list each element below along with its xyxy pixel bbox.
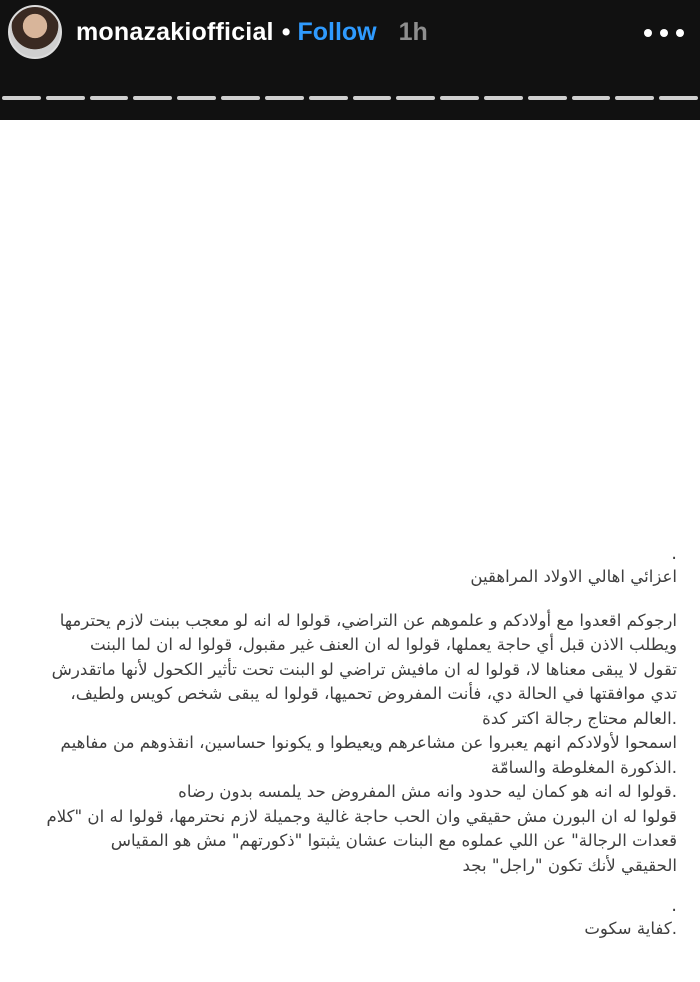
story-progress-segment (46, 96, 85, 100)
story-progress-segment (90, 96, 129, 100)
statement-text (22, 545, 677, 942)
story-progress-segment (615, 96, 654, 100)
story-content (0, 120, 700, 982)
more-dot-2 (660, 29, 668, 37)
paragraph-line: اسمحوا لأولادكم انهم يعبروا عن مشاعرهم ويعيطوا و يكونوا حساسين، انقذوهم من مفاهيم (60, 733, 677, 752)
more-dot-1 (644, 29, 652, 37)
story-progress-segment (353, 96, 392, 100)
more-horizontal-icon[interactable] (644, 29, 684, 37)
story-progress-segment (528, 96, 567, 100)
more-dot-3 (676, 29, 684, 37)
paragraph-line: الحقيقي لأنك تكون "راجل" بجد (462, 855, 677, 875)
story-progress-segment (396, 96, 435, 100)
story-progress-segment (309, 96, 348, 100)
follow-button[interactable]: Follow (297, 17, 377, 46)
story-progress-segment (221, 96, 260, 100)
separator-dot: • (281, 17, 291, 46)
bottom-mark: . (671, 895, 677, 916)
profile-avatar[interactable] (8, 5, 62, 59)
paragraph-line: .قولوا له انه هو كمان ليه حدود وانه مش المفروض حد يلمسه بدون رضاه (178, 782, 677, 801)
story-progress-segment (440, 96, 479, 100)
story-progress-segment (177, 96, 216, 100)
paragraph-line: قعدات الرجالة" عن اللي عملوه مع البنات عشان يثبتوا "ذكورتهم" مش هو المقياس (110, 831, 677, 850)
story-progress-bar (2, 96, 698, 100)
story-header (0, 0, 700, 120)
paragraph-line: ارجوكم اقعدوا مع أولادكم و علموهم عن التراضي، قولوا له انه لو معجب ببنت لازم يحترمها (59, 610, 677, 630)
paragraph-line: ويطلب الاذن قبل أي حاجة يعملها، قولوا له ان العنف غير مقبول، قولوا له ان لما البنت (89, 635, 677, 654)
story-author-line (76, 14, 428, 50)
story-progress-segment (484, 96, 523, 100)
greeting-line: اعزائي اهالي الاولاد المراهقين (470, 567, 677, 586)
story-progress-segment (659, 96, 698, 100)
paragraph-line: قولوا له ان البورن مش حقيقي وان الحب حاجة غالية وجميلة لازم نحترمها، قولوا له ان "كلام (46, 806, 677, 826)
story-progress-segment (133, 96, 172, 100)
story-progress-segment (2, 96, 41, 100)
post-time: 1h (398, 17, 428, 46)
story-progress-segment (572, 96, 611, 100)
paragraph-line: تقول لا يبقى معناها لا، قولوا له ان مافيش تراضي لو البنت تحت تأثير الكحول لأنها ماتقدرش (51, 659, 677, 679)
closing-line: .كفاية سكوت (584, 919, 677, 938)
paragraph-line: .العالم محتاج رجالة اكتر كدة (482, 708, 677, 728)
story-progress-segment (265, 96, 304, 100)
username-link[interactable]: monazakiofficial (76, 17, 274, 46)
top-mark: . (671, 543, 677, 564)
paragraph-line: .الذكورة المغلوطة والسامّة (490, 757, 677, 777)
paragraph-line: تدي موافقتها في الحالة دي، فأنت المفروض تحميها، قولوا له يبقى شخص كويس ولطيف، (70, 684, 677, 703)
